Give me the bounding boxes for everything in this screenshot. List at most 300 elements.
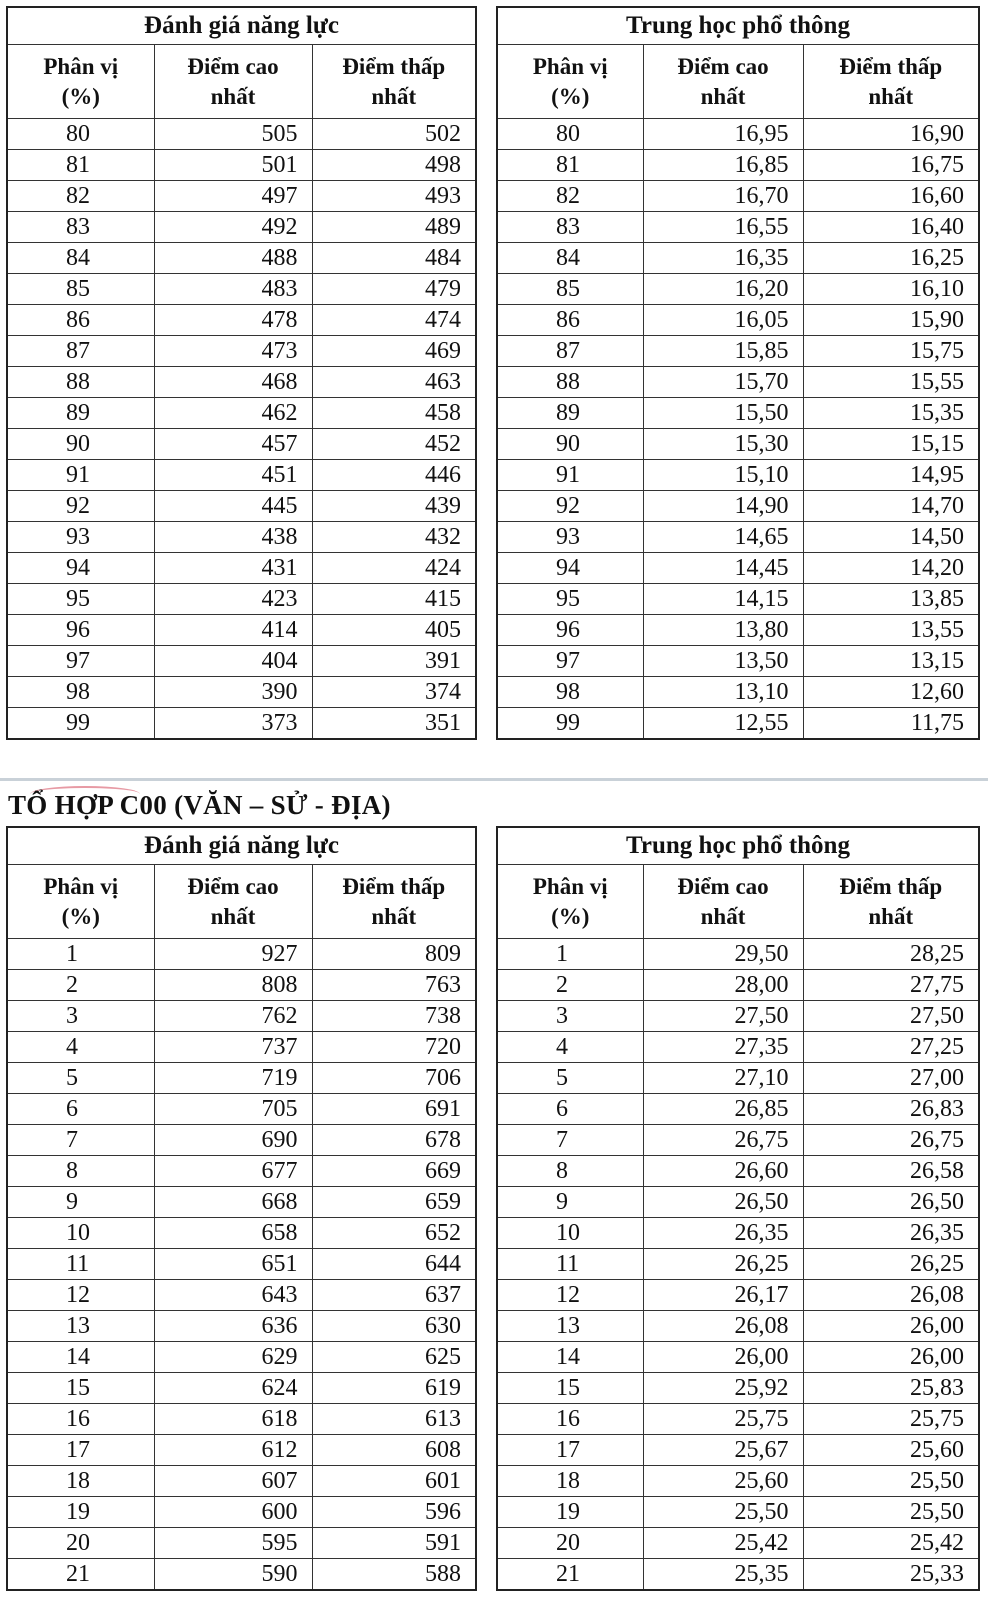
min-score-cell: 27,75 bbox=[803, 970, 979, 1001]
percentile-cell: 94 bbox=[7, 553, 154, 584]
percentile-cell: 86 bbox=[7, 305, 154, 336]
percentile-cell: 11 bbox=[7, 1249, 154, 1280]
min-score-cell: 15,35 bbox=[803, 398, 979, 429]
max-score-cell: 373 bbox=[154, 708, 312, 740]
max-score-cell: 25,50 bbox=[643, 1497, 803, 1528]
table-row bbox=[497, 553, 979, 584]
table-row bbox=[497, 398, 979, 429]
min-score-cell: 16,25 bbox=[803, 243, 979, 274]
percentile-cell: 83 bbox=[7, 212, 154, 243]
min-score-cell: 25,50 bbox=[803, 1497, 979, 1528]
min-score-cell: 391 bbox=[312, 646, 476, 677]
max-score-cell: 468 bbox=[154, 367, 312, 398]
max-score-cell: 26,08 bbox=[643, 1311, 803, 1342]
table-row bbox=[7, 584, 476, 615]
table-row bbox=[7, 429, 476, 460]
percentile-cell: 2 bbox=[7, 970, 154, 1001]
top-thpt-table bbox=[496, 6, 980, 740]
max-score-cell: 607 bbox=[154, 1466, 312, 1497]
percentile-cell: 2 bbox=[497, 970, 643, 1001]
max-score-cell: 16,35 bbox=[643, 243, 803, 274]
table-title: Trung học phổ thông bbox=[497, 827, 979, 865]
min-score-cell: 14,70 bbox=[803, 491, 979, 522]
table-row bbox=[7, 212, 476, 243]
percentile-cell: 15 bbox=[7, 1373, 154, 1404]
min-score-cell: 809 bbox=[312, 939, 476, 970]
percentile-cell: 13 bbox=[497, 1311, 643, 1342]
min-score-cell: 13,15 bbox=[803, 646, 979, 677]
min-score-cell: 374 bbox=[312, 677, 476, 708]
table-row bbox=[7, 708, 476, 740]
percentile-cell: 84 bbox=[497, 243, 643, 274]
table-row bbox=[7, 243, 476, 274]
table-row bbox=[497, 1373, 979, 1404]
percentile-cell: 7 bbox=[7, 1125, 154, 1156]
min-score-cell: 16,10 bbox=[803, 274, 979, 305]
min-score-cell: 26,00 bbox=[803, 1342, 979, 1373]
min-score-cell: 11,75 bbox=[803, 708, 979, 740]
table-row bbox=[497, 274, 979, 305]
table-row bbox=[497, 243, 979, 274]
table-row bbox=[7, 1249, 476, 1280]
min-score-cell: 26,08 bbox=[803, 1280, 979, 1311]
table-row bbox=[7, 181, 476, 212]
max-score-cell: 390 bbox=[154, 677, 312, 708]
min-score-cell: 625 bbox=[312, 1342, 476, 1373]
table-row bbox=[497, 615, 979, 646]
table-row bbox=[497, 1125, 979, 1156]
max-score-cell: 462 bbox=[154, 398, 312, 429]
max-score-cell: 595 bbox=[154, 1528, 312, 1559]
percentile-cell: 92 bbox=[497, 491, 643, 522]
table-row bbox=[7, 522, 476, 553]
percentile-cell: 10 bbox=[497, 1218, 643, 1249]
percentile-cell: 90 bbox=[7, 429, 154, 460]
table-row bbox=[7, 970, 476, 1001]
table-row bbox=[7, 1559, 476, 1591]
max-score-cell: 27,35 bbox=[643, 1032, 803, 1063]
min-score-cell: 27,50 bbox=[803, 1001, 979, 1032]
max-score-cell: 501 bbox=[154, 150, 312, 181]
table-row bbox=[7, 150, 476, 181]
table-row bbox=[7, 1063, 476, 1094]
min-score-cell: 463 bbox=[312, 367, 476, 398]
max-score-cell: 423 bbox=[154, 584, 312, 615]
table-row bbox=[7, 305, 476, 336]
percentile-cell: 19 bbox=[497, 1497, 643, 1528]
min-score-cell: 25,50 bbox=[803, 1466, 979, 1497]
table-row bbox=[7, 1311, 476, 1342]
max-score-cell: 15,85 bbox=[643, 336, 803, 367]
section-divider bbox=[0, 778, 988, 781]
min-score-cell: 13,55 bbox=[803, 615, 979, 646]
min-score-cell: 15,15 bbox=[803, 429, 979, 460]
table-row bbox=[7, 1435, 476, 1466]
table-row bbox=[7, 1125, 476, 1156]
min-score-cell: 439 bbox=[312, 491, 476, 522]
percentile-cell: 14 bbox=[7, 1342, 154, 1373]
percentile-cell: 8 bbox=[497, 1156, 643, 1187]
min-score-cell: 14,50 bbox=[803, 522, 979, 553]
percentile-cell: 85 bbox=[7, 274, 154, 305]
min-score-cell: 25,83 bbox=[803, 1373, 979, 1404]
percentile-cell: 99 bbox=[497, 708, 643, 740]
table-row bbox=[497, 336, 979, 367]
percentile-cell: 6 bbox=[497, 1094, 643, 1125]
table-row bbox=[7, 336, 476, 367]
table-row bbox=[497, 1528, 979, 1559]
table-row bbox=[7, 1404, 476, 1435]
min-score-cell: 652 bbox=[312, 1218, 476, 1249]
min-score-cell: 27,00 bbox=[803, 1063, 979, 1094]
min-score-cell: 479 bbox=[312, 274, 476, 305]
table-row bbox=[497, 1466, 979, 1497]
table-row bbox=[497, 1311, 979, 1342]
percentile-cell: 98 bbox=[7, 677, 154, 708]
percentile-cell: 95 bbox=[497, 584, 643, 615]
table-row bbox=[7, 1528, 476, 1559]
table-row bbox=[497, 584, 979, 615]
max-score-cell: 473 bbox=[154, 336, 312, 367]
table-row bbox=[7, 119, 476, 150]
percentile-cell: 19 bbox=[7, 1497, 154, 1528]
max-score-cell: 16,70 bbox=[643, 181, 803, 212]
max-score-cell: 808 bbox=[154, 970, 312, 1001]
table-row bbox=[497, 367, 979, 398]
min-score-cell: 16,75 bbox=[803, 150, 979, 181]
max-score-cell: 26,75 bbox=[643, 1125, 803, 1156]
percentile-cell: 81 bbox=[7, 150, 154, 181]
min-score-cell: 14,95 bbox=[803, 460, 979, 491]
percentile-cell: 18 bbox=[7, 1466, 154, 1497]
header-min-score: Điểm thấp nhất bbox=[312, 865, 476, 939]
min-score-cell: 26,35 bbox=[803, 1218, 979, 1249]
percentile-cell: 88 bbox=[7, 367, 154, 398]
header-max-score: Điểm cao nhất bbox=[154, 45, 312, 119]
percentile-cell: 11 bbox=[497, 1249, 643, 1280]
percentile-cell: 94 bbox=[497, 553, 643, 584]
min-score-cell: 446 bbox=[312, 460, 476, 491]
max-score-cell: 26,85 bbox=[643, 1094, 803, 1125]
max-score-cell: 14,15 bbox=[643, 584, 803, 615]
max-score-cell: 690 bbox=[154, 1125, 312, 1156]
min-score-cell: 502 bbox=[312, 119, 476, 150]
table-row bbox=[497, 305, 979, 336]
max-score-cell: 14,45 bbox=[643, 553, 803, 584]
min-score-cell: 458 bbox=[312, 398, 476, 429]
table-row bbox=[497, 1280, 979, 1311]
max-score-cell: 629 bbox=[154, 1342, 312, 1373]
min-score-cell: 691 bbox=[312, 1094, 476, 1125]
percentile-cell: 80 bbox=[497, 119, 643, 150]
max-score-cell: 451 bbox=[154, 460, 312, 491]
min-score-cell: 26,58 bbox=[803, 1156, 979, 1187]
table-row bbox=[7, 1373, 476, 1404]
min-score-cell: 14,20 bbox=[803, 553, 979, 584]
header-max-score: Điểm cao nhất bbox=[154, 865, 312, 939]
header-percentile: Phân vị (%) bbox=[7, 865, 154, 939]
table-row bbox=[497, 119, 979, 150]
min-score-cell: 26,00 bbox=[803, 1311, 979, 1342]
max-score-cell: 643 bbox=[154, 1280, 312, 1311]
min-score-cell: 763 bbox=[312, 970, 476, 1001]
percentile-cell: 20 bbox=[7, 1528, 154, 1559]
percentile-cell: 99 bbox=[7, 708, 154, 740]
max-score-cell: 927 bbox=[154, 939, 312, 970]
min-score-cell: 16,60 bbox=[803, 181, 979, 212]
max-score-cell: 27,10 bbox=[643, 1063, 803, 1094]
max-score-cell: 12,55 bbox=[643, 708, 803, 740]
max-score-cell: 719 bbox=[154, 1063, 312, 1094]
max-score-cell: 590 bbox=[154, 1559, 312, 1591]
percentile-cell: 89 bbox=[497, 398, 643, 429]
table-row bbox=[497, 1497, 979, 1528]
max-score-cell: 612 bbox=[154, 1435, 312, 1466]
header-min-score: Điểm thấp nhất bbox=[803, 865, 979, 939]
percentile-cell: 87 bbox=[7, 336, 154, 367]
table-row bbox=[7, 1032, 476, 1063]
percentile-cell: 87 bbox=[497, 336, 643, 367]
percentile-cell: 16 bbox=[497, 1404, 643, 1435]
table-row bbox=[7, 1094, 476, 1125]
table-row bbox=[497, 1063, 979, 1094]
percentile-cell: 96 bbox=[497, 615, 643, 646]
percentile-cell: 21 bbox=[7, 1559, 154, 1591]
table-title: Đánh giá năng lực bbox=[7, 7, 476, 45]
min-score-cell: 452 bbox=[312, 429, 476, 460]
table-row bbox=[497, 1218, 979, 1249]
min-score-cell: 588 bbox=[312, 1559, 476, 1591]
percentile-cell: 21 bbox=[497, 1559, 643, 1591]
percentile-cell: 10 bbox=[7, 1218, 154, 1249]
percentile-cell: 88 bbox=[497, 367, 643, 398]
table-row bbox=[497, 491, 979, 522]
percentile-cell: 8 bbox=[7, 1156, 154, 1187]
header-max-score: Điểm cao nhất bbox=[643, 865, 803, 939]
min-score-cell: 637 bbox=[312, 1280, 476, 1311]
table-row bbox=[497, 150, 979, 181]
max-score-cell: 13,10 bbox=[643, 677, 803, 708]
percentile-cell: 9 bbox=[497, 1187, 643, 1218]
max-score-cell: 658 bbox=[154, 1218, 312, 1249]
table-row bbox=[497, 677, 979, 708]
max-score-cell: 15,10 bbox=[643, 460, 803, 491]
percentile-cell: 80 bbox=[7, 119, 154, 150]
percentile-cell: 6 bbox=[7, 1094, 154, 1125]
percentile-cell: 97 bbox=[497, 646, 643, 677]
percentile-cell: 90 bbox=[497, 429, 643, 460]
max-score-cell: 25,92 bbox=[643, 1373, 803, 1404]
percentile-cell: 1 bbox=[7, 939, 154, 970]
max-score-cell: 16,20 bbox=[643, 274, 803, 305]
percentile-cell: 96 bbox=[7, 615, 154, 646]
min-score-cell: 669 bbox=[312, 1156, 476, 1187]
table-row bbox=[7, 491, 476, 522]
min-score-cell: 28,25 bbox=[803, 939, 979, 970]
max-score-cell: 705 bbox=[154, 1094, 312, 1125]
percentile-cell: 86 bbox=[497, 305, 643, 336]
max-score-cell: 26,50 bbox=[643, 1187, 803, 1218]
max-score-cell: 25,60 bbox=[643, 1466, 803, 1497]
percentile-cell: 4 bbox=[7, 1032, 154, 1063]
header-percentile: Phân vị (%) bbox=[497, 45, 643, 119]
table-row bbox=[7, 460, 476, 491]
table-row bbox=[7, 1001, 476, 1032]
percentile-cell: 16 bbox=[7, 1404, 154, 1435]
max-score-cell: 16,05 bbox=[643, 305, 803, 336]
top-dgnl-table bbox=[6, 6, 477, 740]
max-score-cell: 26,25 bbox=[643, 1249, 803, 1280]
min-score-cell: 25,60 bbox=[803, 1435, 979, 1466]
max-score-cell: 16,85 bbox=[643, 150, 803, 181]
min-score-cell: 591 bbox=[312, 1528, 476, 1559]
min-score-cell: 16,90 bbox=[803, 119, 979, 150]
min-score-cell: 596 bbox=[312, 1497, 476, 1528]
max-score-cell: 15,50 bbox=[643, 398, 803, 429]
min-score-cell: 405 bbox=[312, 615, 476, 646]
percentile-cell: 95 bbox=[7, 584, 154, 615]
table-row bbox=[497, 429, 979, 460]
max-score-cell: 27,50 bbox=[643, 1001, 803, 1032]
max-score-cell: 25,67 bbox=[643, 1435, 803, 1466]
max-score-cell: 762 bbox=[154, 1001, 312, 1032]
max-score-cell: 492 bbox=[154, 212, 312, 243]
min-score-cell: 13,85 bbox=[803, 584, 979, 615]
min-score-cell: 498 bbox=[312, 150, 476, 181]
max-score-cell: 25,42 bbox=[643, 1528, 803, 1559]
table-row bbox=[7, 646, 476, 677]
table-row bbox=[497, 1187, 979, 1218]
min-score-cell: 469 bbox=[312, 336, 476, 367]
percentile-cell: 5 bbox=[497, 1063, 643, 1094]
max-score-cell: 668 bbox=[154, 1187, 312, 1218]
table-row bbox=[7, 1280, 476, 1311]
table-row bbox=[497, 181, 979, 212]
min-score-cell: 25,33 bbox=[803, 1559, 979, 1591]
percentile-cell: 7 bbox=[497, 1125, 643, 1156]
section-heading: TỔ HỢP C00 (VĂN – SỬ - ĐỊA) bbox=[8, 790, 391, 820]
table-row bbox=[7, 1497, 476, 1528]
bottom-dgnl-table bbox=[6, 826, 477, 1591]
max-score-cell: 26,00 bbox=[643, 1342, 803, 1373]
min-score-cell: 26,75 bbox=[803, 1125, 979, 1156]
percentile-cell: 89 bbox=[7, 398, 154, 429]
max-score-cell: 478 bbox=[154, 305, 312, 336]
min-score-cell: 608 bbox=[312, 1435, 476, 1466]
percentile-cell: 92 bbox=[7, 491, 154, 522]
max-score-cell: 15,30 bbox=[643, 429, 803, 460]
header-min-score: Điểm thấp nhất bbox=[803, 45, 979, 119]
percentile-cell: 15 bbox=[497, 1373, 643, 1404]
max-score-cell: 13,80 bbox=[643, 615, 803, 646]
header-min-score: Điểm thấp nhất bbox=[312, 45, 476, 119]
min-score-cell: 630 bbox=[312, 1311, 476, 1342]
max-score-cell: 26,17 bbox=[643, 1280, 803, 1311]
table-row bbox=[7, 274, 476, 305]
table-row bbox=[7, 615, 476, 646]
max-score-cell: 16,55 bbox=[643, 212, 803, 243]
min-score-cell: 26,25 bbox=[803, 1249, 979, 1280]
percentile-cell: 1 bbox=[497, 939, 643, 970]
percentile-cell: 17 bbox=[497, 1435, 643, 1466]
max-score-cell: 600 bbox=[154, 1497, 312, 1528]
table-row bbox=[497, 1001, 979, 1032]
table-row bbox=[497, 708, 979, 740]
table-row bbox=[497, 1404, 979, 1435]
percentile-cell: 20 bbox=[497, 1528, 643, 1559]
max-score-cell: 505 bbox=[154, 119, 312, 150]
table-row bbox=[7, 1187, 476, 1218]
max-score-cell: 414 bbox=[154, 615, 312, 646]
table-row bbox=[497, 1342, 979, 1373]
max-score-cell: 26,35 bbox=[643, 1218, 803, 1249]
table-row bbox=[497, 1156, 979, 1187]
min-score-cell: 619 bbox=[312, 1373, 476, 1404]
min-score-cell: 12,60 bbox=[803, 677, 979, 708]
table-row bbox=[497, 1559, 979, 1591]
max-score-cell: 651 bbox=[154, 1249, 312, 1280]
min-score-cell: 601 bbox=[312, 1466, 476, 1497]
percentile-cell: 93 bbox=[497, 522, 643, 553]
table-row bbox=[7, 398, 476, 429]
percentile-cell: 3 bbox=[7, 1001, 154, 1032]
table-row bbox=[497, 1435, 979, 1466]
max-score-cell: 25,35 bbox=[643, 1559, 803, 1591]
table-row bbox=[497, 522, 979, 553]
max-score-cell: 404 bbox=[154, 646, 312, 677]
table-row bbox=[7, 553, 476, 584]
min-score-cell: 16,40 bbox=[803, 212, 979, 243]
table-row bbox=[497, 1249, 979, 1280]
table-row bbox=[497, 1094, 979, 1125]
percentile-cell: 81 bbox=[497, 150, 643, 181]
min-score-cell: 706 bbox=[312, 1063, 476, 1094]
percentile-cell: 84 bbox=[7, 243, 154, 274]
percentile-cell: 98 bbox=[497, 677, 643, 708]
min-score-cell: 474 bbox=[312, 305, 476, 336]
header-max-score: Điểm cao nhất bbox=[643, 45, 803, 119]
table-title: Đánh giá năng lực bbox=[7, 827, 476, 865]
min-score-cell: 432 bbox=[312, 522, 476, 553]
table-row bbox=[497, 646, 979, 677]
percentile-cell: 3 bbox=[497, 1001, 643, 1032]
table-row bbox=[497, 1032, 979, 1063]
min-score-cell: 15,90 bbox=[803, 305, 979, 336]
percentile-cell: 12 bbox=[7, 1280, 154, 1311]
min-score-cell: 738 bbox=[312, 1001, 476, 1032]
max-score-cell: 14,90 bbox=[643, 491, 803, 522]
max-score-cell: 28,00 bbox=[643, 970, 803, 1001]
table-row bbox=[7, 939, 476, 970]
table-row bbox=[497, 212, 979, 243]
bottom-thpt-table bbox=[496, 826, 980, 1591]
min-score-cell: 493 bbox=[312, 181, 476, 212]
percentile-cell: 9 bbox=[7, 1187, 154, 1218]
max-score-cell: 438 bbox=[154, 522, 312, 553]
table-row bbox=[7, 1156, 476, 1187]
min-score-cell: 27,25 bbox=[803, 1032, 979, 1063]
percentile-cell: 93 bbox=[7, 522, 154, 553]
table-row bbox=[7, 1466, 476, 1497]
max-score-cell: 488 bbox=[154, 243, 312, 274]
min-score-cell: 484 bbox=[312, 243, 476, 274]
max-score-cell: 497 bbox=[154, 181, 312, 212]
max-score-cell: 445 bbox=[154, 491, 312, 522]
min-score-cell: 489 bbox=[312, 212, 476, 243]
percentile-cell: 14 bbox=[497, 1342, 643, 1373]
table-row bbox=[7, 367, 476, 398]
min-score-cell: 415 bbox=[312, 584, 476, 615]
